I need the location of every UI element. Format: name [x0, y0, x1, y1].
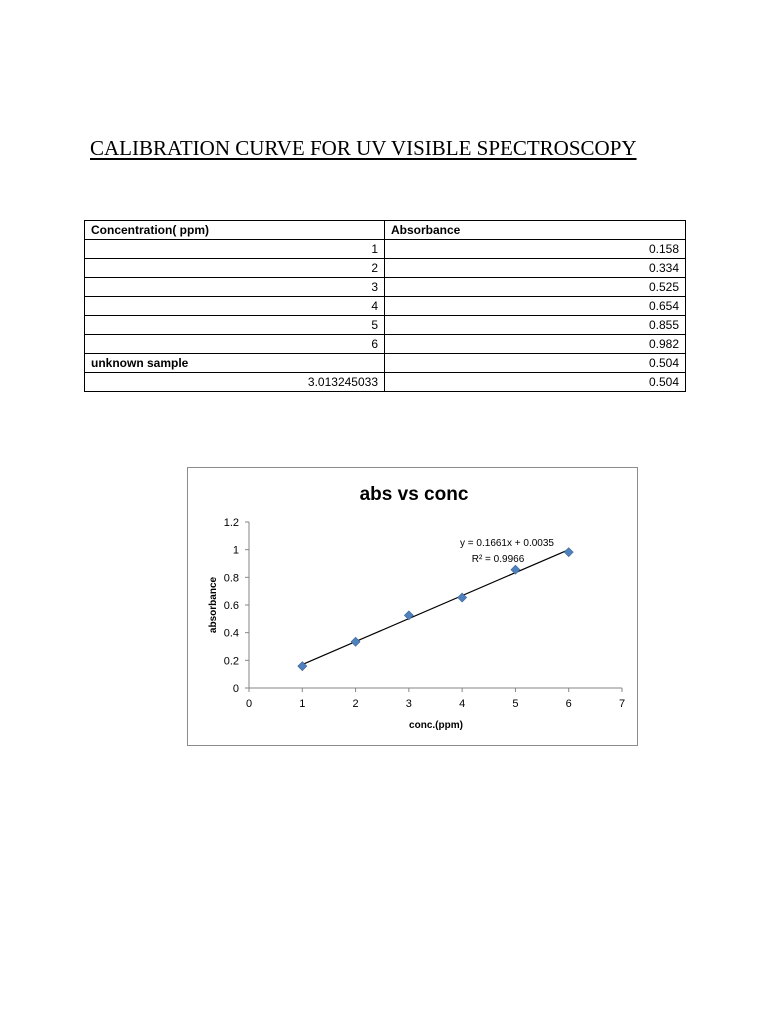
chart-title: abs vs conc: [359, 484, 469, 505]
y-axis-label: absorbance: [208, 576, 219, 634]
table-row: [85, 278, 686, 297]
data-point: [511, 565, 520, 574]
cell-absorbance: 0.158: [385, 240, 686, 259]
table-row: [85, 316, 686, 335]
cell-concentration: 3: [85, 278, 385, 297]
x-tick-label: 5: [512, 698, 519, 710]
header-concentration: Concentration( ppm): [85, 221, 385, 240]
trendline-equation: y = 0.1661x + 0.0035: [460, 538, 554, 549]
cell-unknown-sample-label: unknown sample: [85, 354, 385, 373]
r-squared-label: R² = 0.9966: [471, 554, 525, 565]
cell-absorbance: 0.504: [385, 354, 686, 373]
x-tick-label: 6: [565, 698, 572, 710]
cell-absorbance: 0.334: [385, 259, 686, 278]
cell-concentration: 2: [85, 259, 385, 278]
y-tick-label: 0.6: [223, 600, 239, 612]
cell-concentration: 5: [85, 316, 385, 335]
y-tick-label: 1: [232, 544, 239, 557]
cell-absorbance: 0.504: [385, 373, 686, 392]
table-header-row: [85, 221, 686, 240]
trendline: [302, 550, 568, 665]
table-row: [85, 373, 686, 392]
x-tick-label: 0: [245, 698, 253, 710]
cell-absorbance: 0.654: [385, 297, 686, 316]
y-tick-label: 0.4: [223, 627, 239, 640]
cell-concentration: 1: [85, 240, 385, 259]
table-row: [85, 297, 686, 316]
cell-concentration: 6: [85, 335, 385, 354]
chart-area: [187, 467, 638, 746]
y-tick-label: 0.2: [223, 655, 239, 668]
table-row: [85, 354, 686, 373]
data-point: [564, 548, 573, 557]
cell-concentration: 4: [85, 297, 385, 316]
x-axis-label: conc.(ppm): [409, 720, 463, 731]
data-point: [351, 637, 360, 646]
table-row: [85, 335, 686, 354]
y-tick-label: 1.2: [223, 517, 239, 529]
page-title: CALIBRATION CURVE FOR UV VISIBLE SPECTROSCOPY: [90, 136, 637, 160]
cell-computed-concentration: 3.013245033: [85, 373, 385, 392]
calibration-table: [84, 220, 686, 392]
x-tick-label: 2: [352, 698, 359, 710]
cell-absorbance: 0.982: [385, 335, 686, 354]
cell-absorbance: 0.525: [385, 278, 686, 297]
data-point: [404, 611, 413, 620]
x-tick-label: 4: [459, 698, 466, 710]
x-tick-label: 3: [405, 698, 412, 710]
cell-absorbance: 0.855: [385, 316, 686, 335]
x-tick-label: 7: [618, 698, 626, 710]
table-row: [85, 259, 686, 278]
table-row: [85, 240, 686, 259]
abs-vs-conc-chart: [188, 468, 637, 745]
header-absorbance: Absorbance: [385, 221, 686, 240]
x-tick-label: 1: [299, 698, 306, 710]
y-tick-label: 0: [232, 683, 239, 695]
y-tick-label: 0.8: [223, 572, 239, 585]
